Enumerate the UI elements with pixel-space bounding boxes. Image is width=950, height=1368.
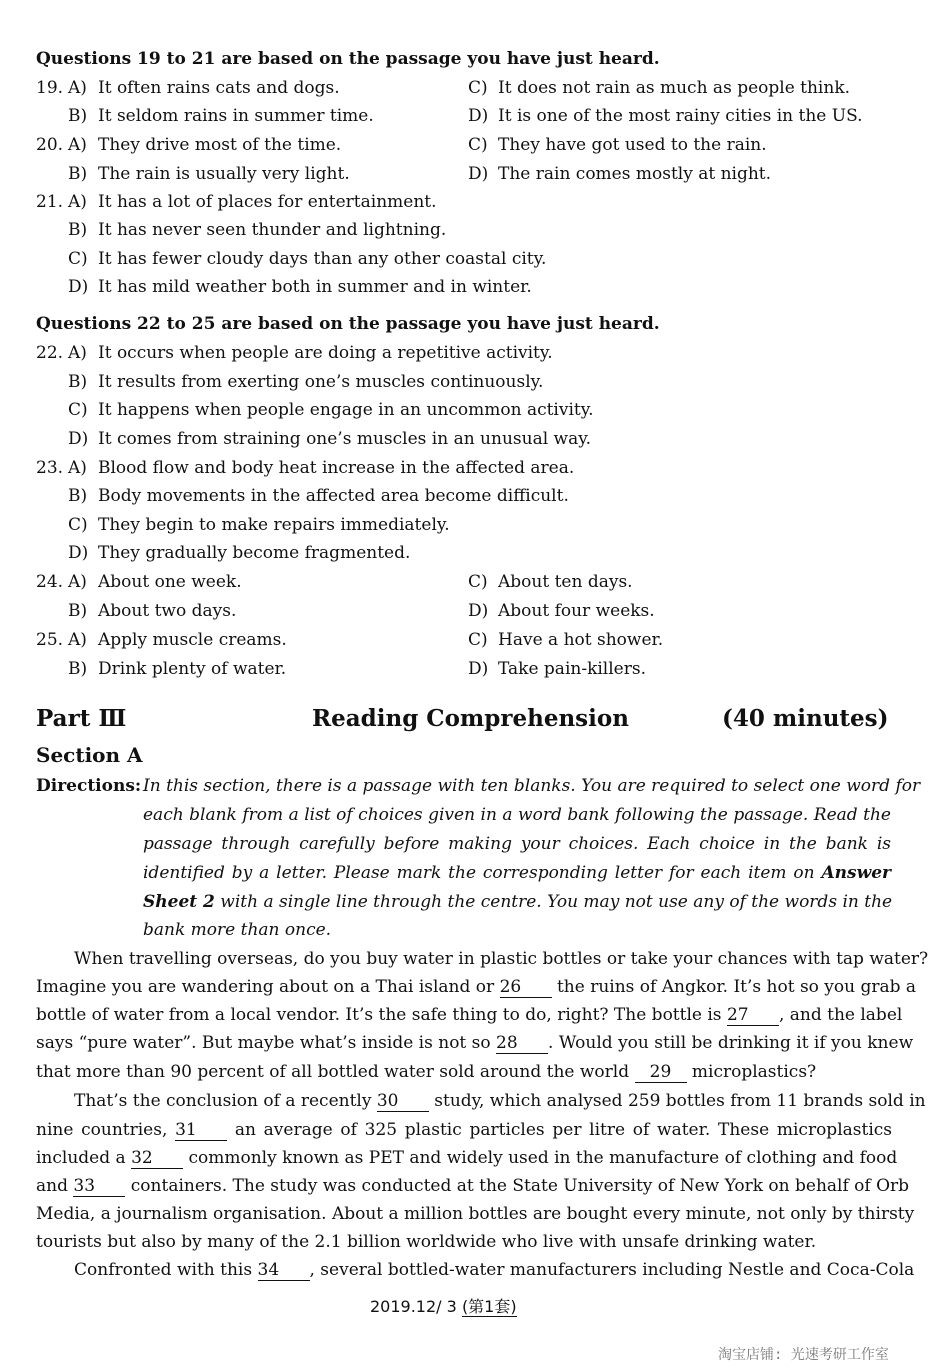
part-time: (40 minutes) bbox=[722, 705, 889, 732]
q24-option-b: B) About two days. bbox=[68, 601, 237, 621]
directions-line-1: In this section, there is a passage with ten blanks. You are required to select one word for bbox=[143, 776, 921, 796]
q20-option-d: D) The rain comes mostly at night. bbox=[468, 164, 772, 184]
q19-option-d: D) It is one of the most rainy cities in the US. bbox=[468, 106, 863, 126]
directions-label: Directions: bbox=[36, 776, 142, 796]
q20-option-b: B) The rain is usually very light. bbox=[68, 164, 350, 184]
q21-option-c: C) It has fewer cloudy days than any other coastal city. bbox=[68, 249, 547, 269]
blank-27: 27 bbox=[727, 1006, 779, 1026]
q20-option-c: C) They have got used to the rain. bbox=[468, 135, 767, 155]
directions-line-3: passage through carefully before making your choices. Each choice in the bank is bbox=[143, 834, 891, 854]
part-title: Reading Comprehension bbox=[312, 705, 629, 732]
section-a-label: Section A bbox=[36, 743, 143, 767]
q22-option-b: B) It results from exerting one’s muscles continuously. bbox=[68, 372, 544, 392]
directions-line-5: Sheet 2 with a single line through the centre. You may not use any of the words in the bbox=[143, 892, 893, 912]
q20-option-a: 20. A) They drive most of the time. bbox=[36, 135, 342, 155]
q23-option-c: C) They begin to make repairs immediately. bbox=[68, 515, 450, 535]
passage-line-3: bottle of water from a local vendor. It’s the safe thing to do, right? The bottle is 27 , and the label bbox=[36, 1005, 903, 1025]
q22-option-d: D) It comes from straining one’s muscles in an unusual way. bbox=[68, 429, 591, 449]
passage-line-1: When travelling overseas, do you buy water in plastic bottles or take your chances with tap water? bbox=[74, 949, 929, 969]
passage-line-4: says “pure water”. But maybe what’s inside is not so 28 . Would you still be drinking it if you knew bbox=[36, 1033, 914, 1053]
q21-option-b: B) It has never seen thunder and lightning. bbox=[68, 220, 447, 240]
section-header-q22-25: Questions 22 to 25 are based on the passage you have just heard. bbox=[36, 314, 660, 334]
q23-option-b: B) Body movements in the affected area become difficult. bbox=[68, 486, 569, 506]
blank-31: 31 bbox=[175, 1121, 227, 1141]
q22-option-a: 22. A) It occurs when people are doing a repetitive activity. bbox=[36, 343, 553, 363]
q23-option-d: D) They gradually become fragmented. bbox=[68, 543, 411, 563]
q25-option-c: C) Have a hot shower. bbox=[468, 630, 664, 650]
q19-option-c: C) It does not rain as much as people think. bbox=[468, 78, 851, 98]
q21-option-a: 21. A) It has a lot of places for entertainment. bbox=[36, 192, 437, 212]
blank-33: 33 bbox=[73, 1177, 125, 1197]
section-header-q19-21: Questions 19 to 21 are based on the passage you have just heard. bbox=[36, 49, 660, 69]
q25-option-d: D) Take pain-killers. bbox=[468, 659, 646, 679]
passage-line-9: and 33 containers. The study was conducted at the State University of New York on behalf of Orb bbox=[36, 1176, 910, 1196]
q24-option-c: C) About ten days. bbox=[468, 572, 633, 592]
shop-watermark: 淘宝店铺: 光速考研工作室 bbox=[718, 1347, 889, 1363]
passage-line-6: That’s the conclusion of a recently 30 study, which analysed 259 bottles from 11 brands sold in bbox=[74, 1091, 926, 1111]
passage-line-5: that more than 90 percent of all bottled water sold around the world 29 microplastics? bbox=[36, 1062, 817, 1082]
blank-29: 29 bbox=[635, 1063, 687, 1083]
q19-option-b: B) It seldom rains in summer time. bbox=[68, 106, 374, 126]
q25-option-a: 25. A) Apply muscle creams. bbox=[36, 630, 287, 650]
blank-30: 30 bbox=[377, 1092, 429, 1112]
q24-option-a: 24. A) About one week. bbox=[36, 572, 242, 592]
q22-option-c: C) It happens when people engage in an uncommon activity. bbox=[68, 400, 594, 420]
passage-line-7: nine countries, 31 an average of 325 plastic particles per litre of water. These microplastics bbox=[36, 1120, 892, 1140]
q23-option-a: 23. A) Blood flow and body heat increase in the affected area. bbox=[36, 458, 575, 478]
passage-line-2: Imagine you are wandering about on a Thai island or 26 the ruins of Angkor. It’s hot so you grab a bbox=[36, 977, 917, 997]
blank-32: 32 bbox=[131, 1149, 183, 1169]
blank-26: 26 bbox=[500, 978, 552, 998]
directions-line-2: each blank from a list of choices given in a word bank following the passage. Read the bbox=[143, 805, 891, 825]
q25-option-b: B) Drink plenty of water. bbox=[68, 659, 287, 679]
passage-line-11: tourists but also by many of the 2.1 billion worldwide who live with unsafe drinking water. bbox=[36, 1232, 817, 1252]
passage-line-10: Media, a journalism organisation. About a million bottles are bought every minute, not only by thirsty bbox=[36, 1204, 915, 1224]
q21-option-d: D) It has mild weather both in summer and in winter. bbox=[68, 277, 532, 297]
q24-option-d: D) About four weeks. bbox=[468, 601, 655, 621]
directions-line-4: identified by a letter. Please mark the corresponding letter for each item on Answer bbox=[143, 863, 892, 883]
page-footer: 2019.12/ 3 (第1套) bbox=[370, 1297, 517, 1316]
passage-line-12: Confronted with this 34 , several bottled-water manufacturers including Nestle and Coca-Cola bbox=[74, 1260, 915, 1280]
q19-option-a: 19. A) It often rains cats and dogs. bbox=[36, 78, 340, 98]
directions-line-6: bank more than once. bbox=[143, 920, 332, 940]
blank-34: 34 bbox=[258, 1261, 310, 1281]
blank-28: 28 bbox=[496, 1034, 548, 1054]
part-label: Part Ⅲ bbox=[36, 705, 127, 732]
passage-line-8: included a 32 commonly known as PET and widely used in the manufacture of clothing and food bbox=[36, 1148, 898, 1168]
